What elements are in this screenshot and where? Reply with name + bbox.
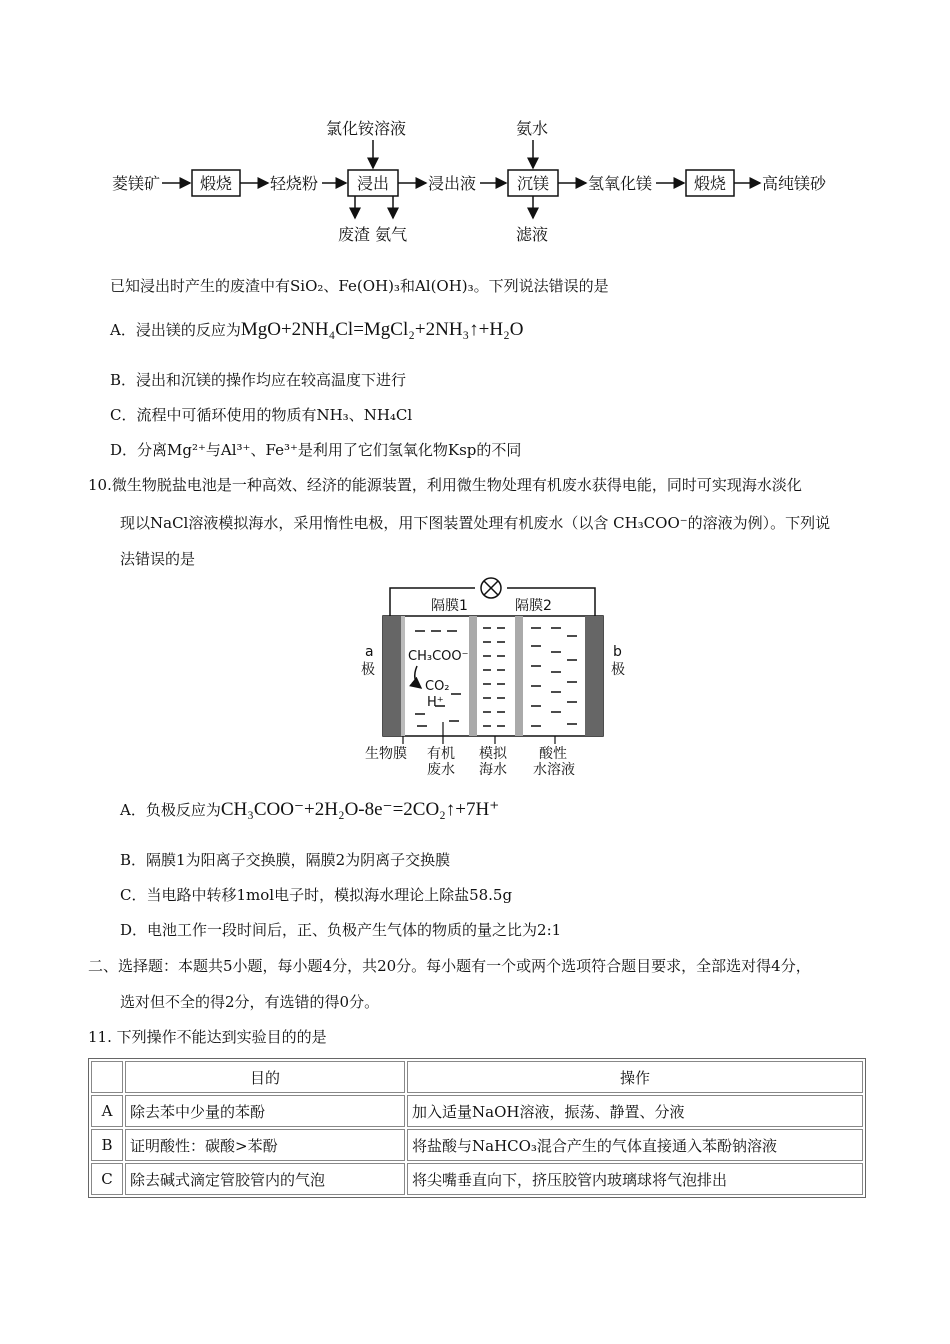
flow-step1: 煅烧 — [200, 174, 233, 193]
electrode-b-label-char: 极 — [611, 662, 625, 678]
electrode-a — [383, 616, 401, 736]
flow-start: 菱镁矿 — [112, 174, 161, 193]
q11-stem: 11. 下列操作不能达到实验目的的是 — [88, 1028, 327, 1046]
sea-label-2: 海水 — [479, 762, 507, 776]
flow-reagent1: 氯化铵溶液 — [326, 119, 407, 138]
header-operation: 操作 — [407, 1061, 863, 1093]
table-header-row — [91, 1061, 863, 1093]
q9-option-d: D．分离Mg²⁺与Al³⁺、Fe³⁺是利用了它们氢氧化物Ksp的不同 — [110, 441, 522, 459]
table-row — [91, 1095, 863, 1127]
header-purpose: 目的 — [125, 1061, 405, 1093]
q10-stem-line3: 法错误的是 — [120, 550, 196, 568]
q9-option-a-equation: MgO+2NH₄Cl=MgCl₂+2NH₃↑+H₂O — [240, 319, 524, 340]
organic-label-1: 有机 — [427, 746, 455, 762]
section2-line1: 二、选择题：本题共5小题，每小题4分，共20分。每小题有一个或两个选项符合题目要求，全部选对得4分， — [88, 957, 811, 975]
membrane-2-label: 隔膜2 — [515, 598, 552, 614]
row-key: C — [91, 1163, 123, 1195]
electrode-a-label-char: 极 — [361, 662, 375, 678]
table-row — [91, 1129, 863, 1161]
flow-reagent2: 氨水 — [516, 119, 549, 138]
acid-label-2: 水溶液 — [533, 762, 575, 776]
flow-byproducts: 废渣 氨气 — [338, 225, 408, 244]
flow-step2: 浸出 — [357, 174, 390, 193]
flow-p1: 轻烧粉 — [270, 174, 319, 193]
co2-label: CO₂ — [425, 679, 450, 694]
q10-option-a-prefix: A．负极反应为 — [120, 801, 221, 819]
q10-option-a-equation: CH₃COO⁻+2H₂O-8e⁻=2CO₂↑+7H⁺ — [220, 799, 500, 820]
desalination-cell-diagram — [355, 576, 645, 776]
flow-step3: 沉镁 — [517, 174, 550, 193]
flow-end: 高纯镁砂 — [762, 174, 827, 193]
q9-option-a-prefix: A．浸出镁的反应为 — [110, 321, 241, 339]
h-ion-label: H⁺ — [427, 695, 444, 710]
flow-filtrate: 滤液 — [516, 225, 549, 244]
row-operation: 加入适量NaOH溶液，振荡、静置、分液 — [407, 1095, 863, 1127]
flow-p2: 浸出液 — [428, 174, 477, 193]
q9-option-a — [110, 320, 523, 340]
membrane-2-bar — [515, 616, 523, 736]
row-purpose: 证明酸性：碳酸>苯酚 — [125, 1129, 405, 1161]
q10-option-c: C．当电路中转移1mol电子时，模拟海水理论上除盐58.5g — [120, 886, 513, 904]
row-purpose: 除去苯中少量的苯酚 — [125, 1095, 405, 1127]
row-operation: 将盐酸与NaHCO₃混合产生的气体直接通入苯酚钠溶液 — [407, 1129, 863, 1161]
electrode-b — [585, 616, 603, 736]
process-flow-diagram — [100, 112, 860, 252]
q11-table — [88, 1058, 866, 1198]
membrane-1-bar — [469, 616, 477, 736]
membrane-1-label: 隔膜1 — [431, 598, 468, 614]
biofilm-label: 生物膜 — [365, 746, 407, 762]
q10-option-d: D．电池工作一段时间后，正、负极产生气体的物质的量之比为2:1 — [120, 921, 562, 939]
q9-intro: 已知浸出时产生的废渣中有SiO₂、Fe(OH)₃和Al(OH)₃。下列说法错误的是 — [110, 277, 609, 295]
row-operation: 将尖嘴垂直向下，挤压胶管内玻璃球将气泡排出 — [407, 1163, 863, 1195]
q9-option-c: C．流程中可循环使用的物质有NH₃、NH₄Cl — [110, 406, 413, 424]
acid-label-1: 酸性 — [539, 746, 567, 762]
q9-option-b: B．浸出和沉镁的操作均应在较高温度下进行 — [110, 371, 407, 389]
sea-label-1: 模拟 — [479, 746, 507, 762]
q10-option-b: B．隔膜1为阳离子交换膜，隔膜2为阴离子交换膜 — [120, 851, 451, 869]
section2-line2: 选对但不全的得2分，有选错的得0分。 — [120, 993, 380, 1011]
table-row — [91, 1163, 863, 1195]
row-purpose: 除去碱式滴定管胶管内的气泡 — [125, 1163, 405, 1195]
biofilm-layer — [401, 616, 405, 736]
electrode-b-label-letter: b — [613, 644, 622, 660]
row-key: B — [91, 1129, 123, 1161]
header-key-cell — [91, 1061, 123, 1093]
electrode-a-label-letter: a — [365, 644, 374, 660]
organic-label-2: 废水 — [427, 762, 455, 776]
q10-stem-line1: 10.微生物脱盐电池是一种高效、经济的能源装置，利用微生物处理有机废水获得电能，同时可实现海水淡化 — [88, 476, 802, 494]
flow-p3: 氢氧化镁 — [588, 174, 653, 193]
acetate-ion-label: CH₃COO⁻ — [408, 649, 469, 664]
q10-option-a — [120, 800, 499, 820]
row-key: A — [91, 1095, 123, 1127]
flow-step4: 煅烧 — [694, 174, 727, 193]
q10-stem-line2: 现以NaCl溶液模拟海水，采用惰性电极，用下图装置处理有机废水（以含 CH₃COO⁻的溶液为例）。下列说 — [120, 514, 831, 532]
